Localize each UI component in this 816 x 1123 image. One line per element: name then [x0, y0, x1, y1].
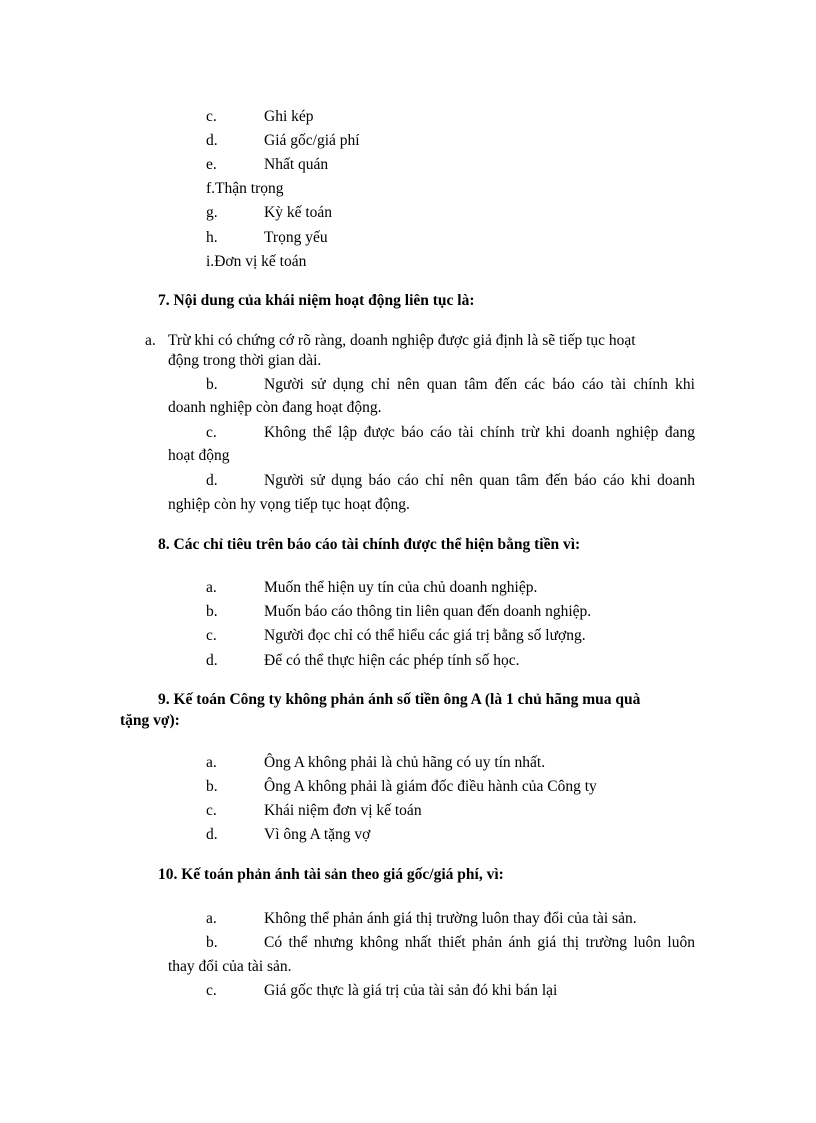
option-label: c. — [206, 627, 217, 644]
item-text: Kỳ kế toán — [264, 204, 333, 221]
list-item — [206, 179, 284, 199]
q7-option-c-line1: Không thể lập được báo cáo tài chính trừ khi doanh nghiệp đang — [264, 424, 695, 441]
option-label: c. — [206, 802, 217, 819]
option-text: Khái niệm đơn vị kế toán — [264, 802, 422, 819]
q7-option-b-line1: Người sử dụng chỉ nên quan tâm đến các báo cáo tài chính khi — [264, 376, 695, 393]
q10-option-a-label: a. — [206, 910, 217, 927]
option-text: Người đọc chỉ có thể hiểu các giá trị bằng số lượng. — [264, 627, 586, 644]
item-label: e. — [206, 156, 217, 173]
question-7-title: 7. Nội dung của khái niệm hoạt động liên tục là: — [158, 292, 475, 309]
option-label: a. — [206, 754, 217, 771]
q7-option-d-label: d. — [206, 472, 218, 489]
item-label: c. — [206, 108, 217, 125]
option-text: Vì ông A tặng vợ — [264, 826, 371, 843]
option-text: Muốn thể hiện uy tín của chủ doanh nghiệp. — [264, 579, 538, 596]
q7-option-c-label: c. — [206, 424, 217, 441]
item-text: Nhất quán — [264, 156, 329, 173]
list-item — [206, 252, 306, 272]
q7-option-a-label: a. — [145, 332, 156, 349]
q10-option-c-label: c. — [206, 982, 217, 999]
question-9-title-line2: tặng vợ): — [120, 712, 180, 729]
item-label: f. — [206, 180, 216, 197]
q7-option-a-line2: động trong thời gian dài. — [168, 352, 322, 369]
option-label: d. — [206, 652, 218, 669]
item-text: Thận trọng — [215, 180, 284, 197]
q10-option-b-line1: Có thể nhưng không nhất thiết phản ánh giá thị trường luôn luôn — [264, 934, 695, 951]
option-label: b. — [206, 603, 218, 620]
item-text: Trọng yếu — [264, 229, 328, 246]
q10-option-a-text: Không thể phản ánh giá thị trường luôn thay đổi của tài sản. — [264, 910, 637, 927]
q10-option-b-label: b. — [206, 934, 218, 951]
option-text: Muốn báo cáo thông tin liên quan đến doanh nghiệp. — [264, 603, 592, 620]
q7-option-c-line2: hoạt động — [168, 447, 230, 464]
option-label: d. — [206, 826, 218, 843]
item-text: Giá gốc/giá phí — [264, 132, 360, 149]
option-text: Để có thể thực hiện các phép tính số học. — [264, 652, 520, 669]
q7-option-a-line1: Trừ khi có chứng cớ rõ ràng, doanh nghiệp được giả định là sẽ tiếp tục hoạt — [168, 332, 636, 349]
option-label: a. — [206, 579, 217, 596]
q7-option-b-label: b. — [206, 376, 218, 393]
q7-option-d-line2: nghiệp còn hy vọng tiếp tục hoạt động. — [168, 496, 410, 513]
question-10-title: 10. Kế toán phản ánh tài sản theo giá gốc/giá phí, vì: — [158, 866, 504, 883]
item-label: i. — [206, 253, 215, 270]
item-label: g. — [206, 204, 218, 221]
item-label: h. — [206, 229, 218, 246]
option-text: Ông A không phải là chủ hãng có uy tín nhất. — [264, 754, 546, 771]
item-text: Đơn vị kế toán — [214, 253, 307, 270]
question-9-title-line1: 9. Kế toán Công ty không phản ánh số tiền ông A (là 1 chủ hãng mua quà — [158, 691, 641, 708]
question-8-title: 8. Các chỉ tiêu trên báo cáo tài chính được thể hiện bằng tiền vì: — [158, 536, 581, 553]
item-label: d. — [206, 132, 218, 149]
q7-option-b-line2: doanh nghiệp còn đang hoạt động. — [168, 399, 382, 416]
option-text: Ông A không phải là giám đốc điều hành của Công ty — [264, 778, 597, 795]
item-text: Ghi kép — [264, 108, 314, 125]
q7-option-d-line1: Người sử dụng báo cáo chỉ nên quan tâm đến báo cáo khi doanh — [264, 472, 695, 489]
q10-option-c-text: Giá gốc thực là giá trị của tài sản đó khi bán lại — [264, 982, 558, 999]
option-label: b. — [206, 778, 218, 795]
q10-option-b-line2: thay đổi của tài sản. — [168, 958, 292, 975]
